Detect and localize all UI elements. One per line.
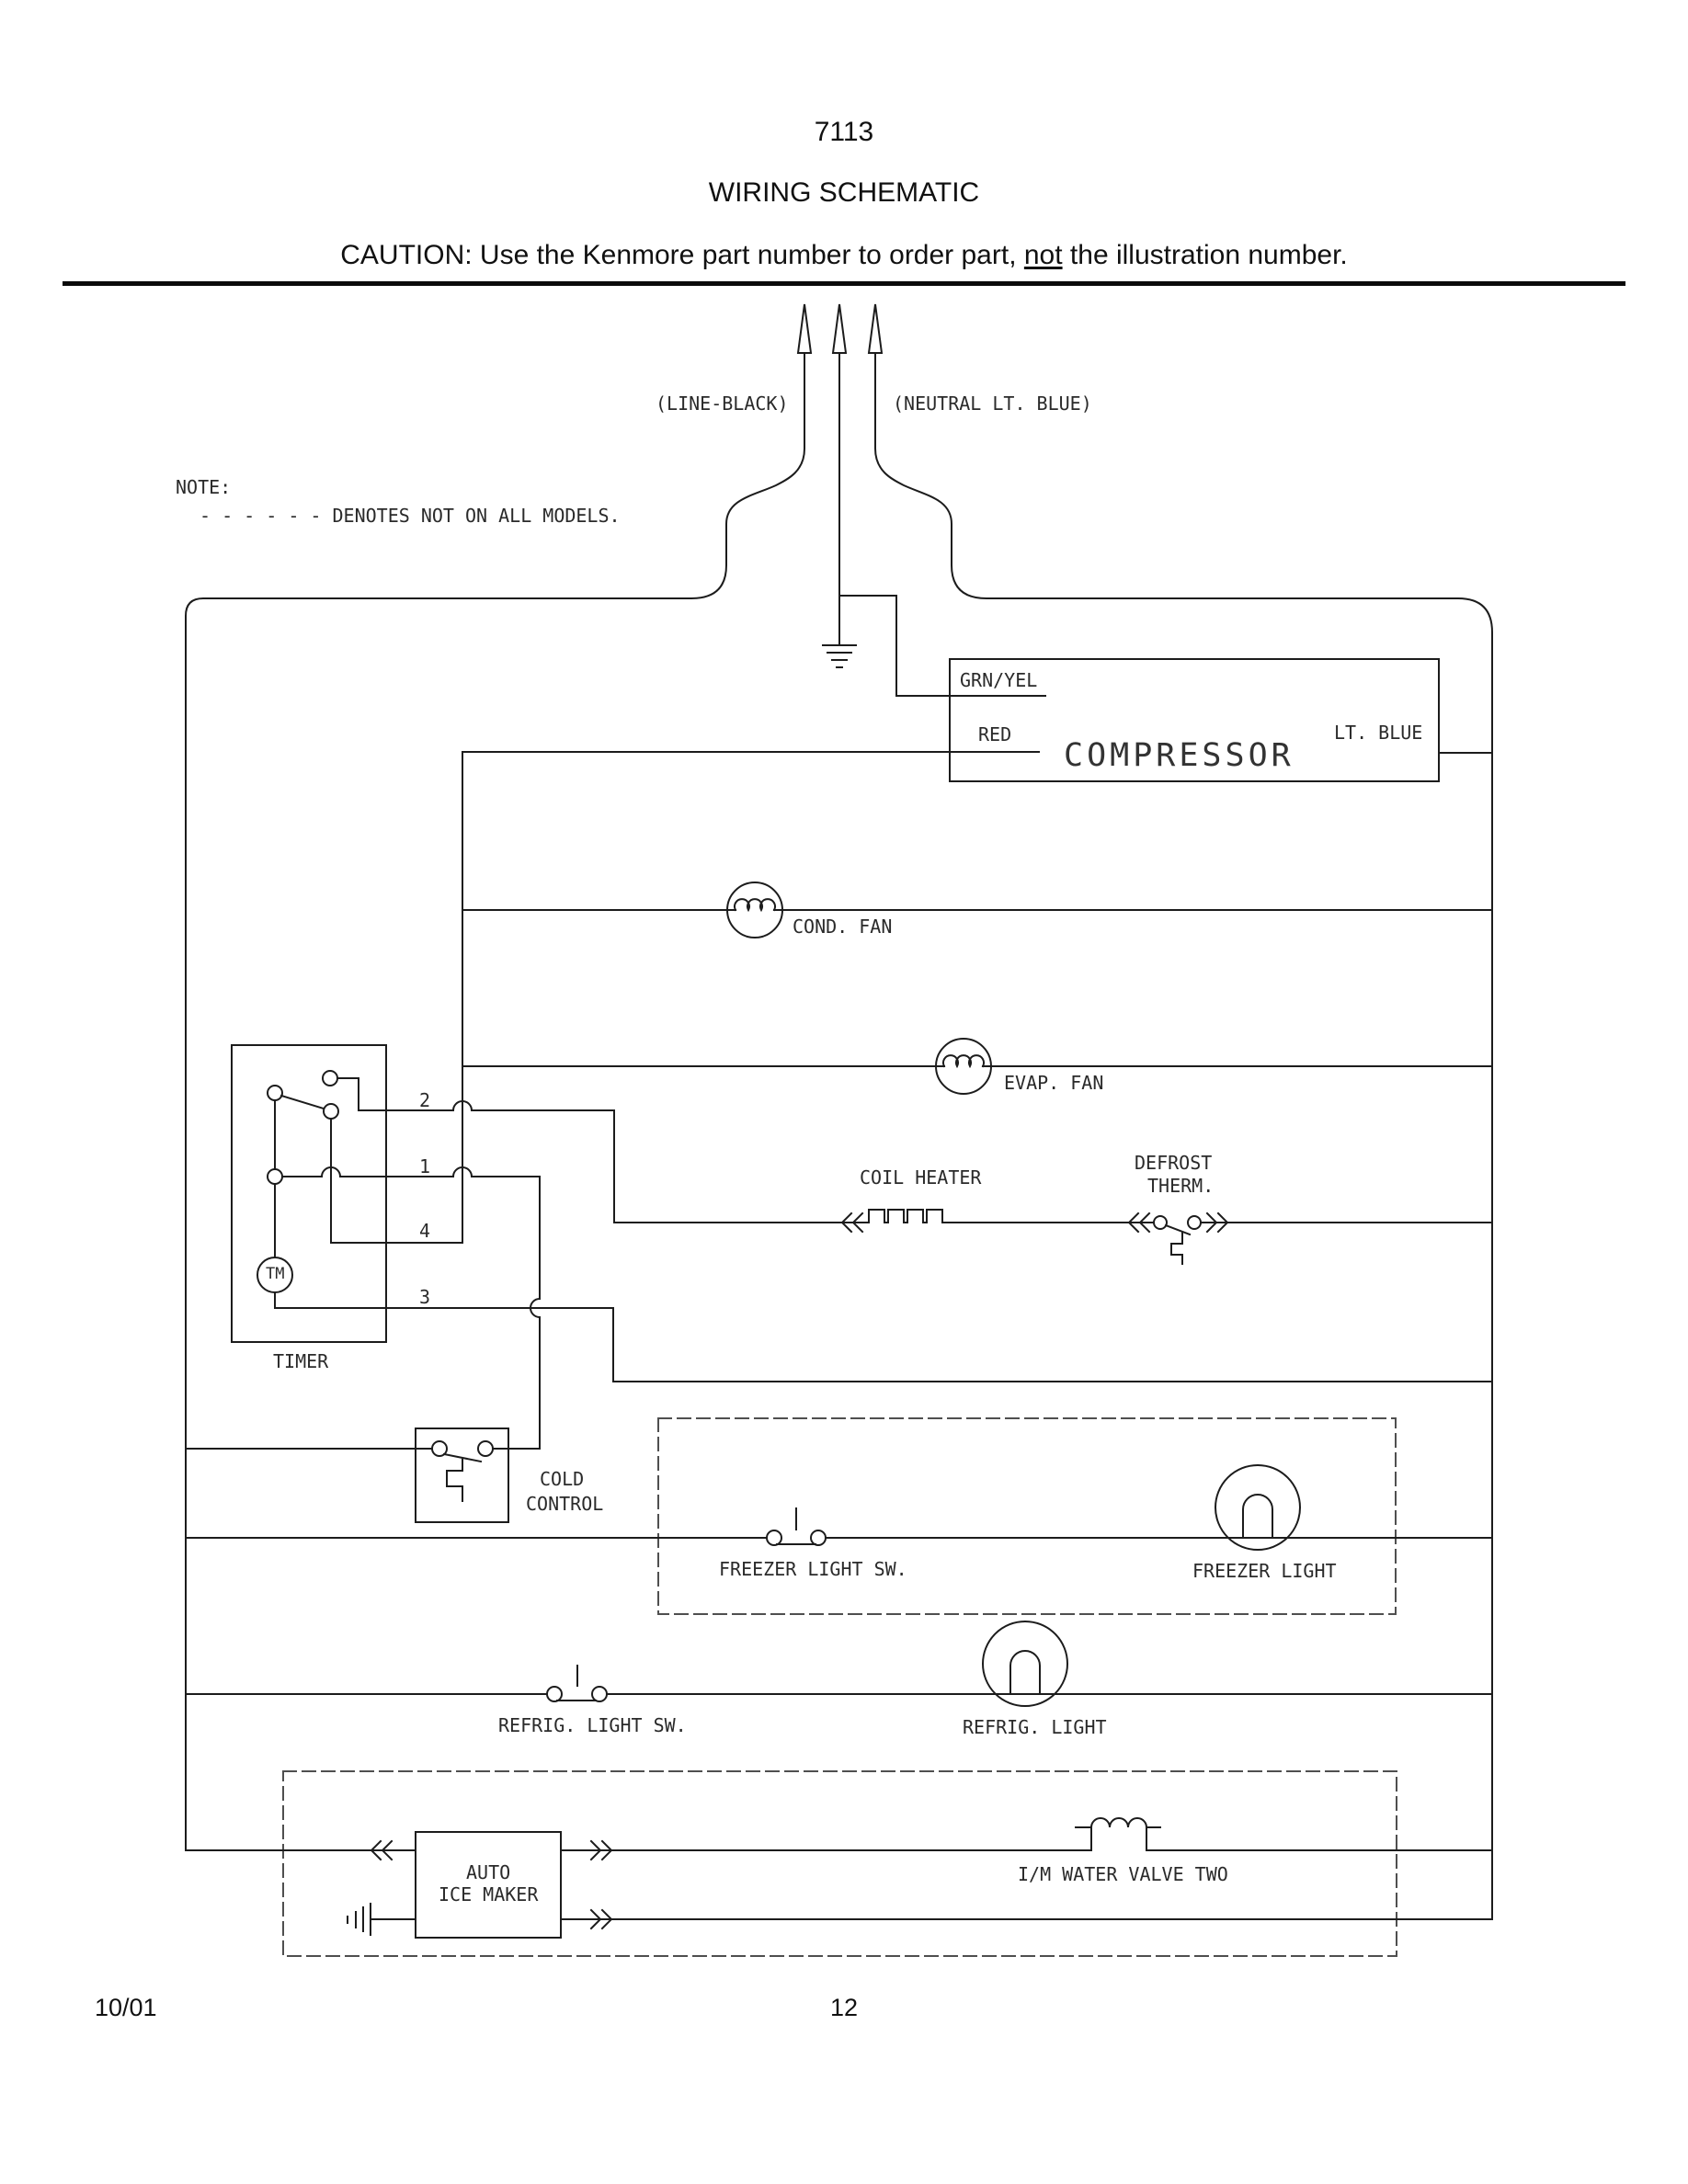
- lamp-filament: [1243, 1495, 1272, 1538]
- heater-element: [869, 1210, 961, 1223]
- valve-coil: [1091, 1818, 1146, 1827]
- defrost-sensor: [1171, 1233, 1182, 1264]
- timer-motor-label: TM: [266, 1265, 285, 1283]
- compressor-label: COMPRESSOR: [1064, 737, 1295, 774]
- compressor-red-label: RED: [978, 723, 1012, 745]
- caution-prefix: CAUTION: Use the Kenmore part number to order part,: [340, 240, 1024, 270]
- caution-underlined-word: not: [1023, 240, 1063, 270]
- freezer-light-sw-label: FREEZER LIGHT SW.: [719, 1558, 907, 1580]
- wire-terminal4: [331, 1119, 462, 1243]
- timer-terminal-1: 1: [419, 1155, 431, 1177]
- freezer-dashed-box: [658, 1418, 1396, 1614]
- part-number: 7113: [814, 117, 874, 147]
- timer-terminal-2: 2: [419, 1089, 431, 1111]
- defrost-contact-left: [1154, 1216, 1167, 1229]
- wire-terminal3: [275, 1292, 1492, 1382]
- note-heading: NOTE:: [176, 476, 232, 498]
- evap-fan-coil: [943, 1055, 984, 1066]
- defrost-therm-label-1: DEFROST: [1135, 1152, 1213, 1174]
- arrowhead-right: [869, 304, 882, 353]
- line-arrow-icon: [798, 304, 882, 353]
- timer-terminal-4: 4: [419, 1220, 431, 1242]
- switch-plunger: [777, 1508, 815, 1544]
- timer-contact-4: [324, 1104, 338, 1119]
- chassis-ground-icon: [348, 1904, 371, 1935]
- footer-date: 10/01: [95, 1994, 157, 2021]
- cold-sensor: [447, 1460, 462, 1501]
- defrost-thermostat-icon: [1129, 1213, 1227, 1264]
- neutral-label: (NEUTRAL LT. BLUE): [893, 392, 1092, 415]
- defrost-blade: [1166, 1225, 1190, 1234]
- switch-contact: [811, 1530, 826, 1545]
- footer-page-number: 12: [829, 1994, 859, 2021]
- chassis-ground-bars: [348, 1904, 371, 1935]
- wire-line-black-bus: [186, 353, 804, 1850]
- line-black-label: (LINE-BLACK): [656, 392, 789, 415]
- coil-heater-label: COIL HEATER: [860, 1166, 982, 1189]
- switch-contact: [592, 1687, 607, 1701]
- evap-fan-label: EVAP. FAN: [1004, 1072, 1104, 1094]
- wire-neutral-bus: [875, 353, 1492, 1919]
- wire-terminal1: [282, 1177, 540, 1449]
- auto-ice-maker-label-2: ICE MAKER: [439, 1883, 539, 1905]
- caution-suffix: the illustration number.: [1062, 240, 1348, 270]
- evap-fan-motor-icon: [936, 1039, 991, 1094]
- timer-contact-1: [268, 1169, 282, 1184]
- defrost-contact-right: [1188, 1216, 1201, 1229]
- timer-label: TIMER: [273, 1350, 329, 1372]
- timer-contact-pivot: [268, 1086, 282, 1100]
- timer-switch-blade: [281, 1096, 324, 1109]
- arrowhead-middle: [833, 304, 846, 353]
- note-legend: - - - - - - DENOTES NOT ON ALL MODELS.: [200, 505, 621, 527]
- freezer-light-label: FREEZER LIGHT: [1192, 1560, 1337, 1582]
- cond-fan-label: COND. FAN: [793, 916, 893, 938]
- cold-control-box: [416, 1428, 508, 1522]
- cold-control-icon: [186, 1428, 508, 1522]
- refrig-light-label: REFRIG. LIGHT: [963, 1716, 1107, 1738]
- compressor-grn-yel-label: GRN/YEL: [960, 669, 1038, 691]
- refrig-light-switch-icon: [547, 1666, 607, 1701]
- freezer-light-switch-icon: [767, 1508, 826, 1545]
- lamp-filament: [1010, 1651, 1040, 1694]
- page-title: WIRING SCHEMATIC: [708, 177, 980, 208]
- compressor-lt-blue-label: LT. BLUE: [1334, 722, 1423, 744]
- switch-plunger: [557, 1666, 596, 1701]
- arrowhead-left: [798, 304, 811, 353]
- ground-bars: [823, 645, 856, 667]
- earth-ground-icon: [823, 645, 856, 667]
- ice-maker-dashed-box: [283, 1771, 1397, 1956]
- refrig-light-sw-label: REFRIG. LIGHT SW.: [498, 1714, 687, 1736]
- cond-fan-coil: [735, 899, 775, 910]
- switch-contact: [547, 1687, 562, 1701]
- timer-contact-2: [323, 1071, 337, 1086]
- im-water-valve-label: I/M WATER VALVE TWO: [1018, 1863, 1228, 1885]
- auto-ice-maker-label-1: AUTO: [466, 1861, 511, 1883]
- defrost-therm-label-2: THERM.: [1147, 1175, 1215, 1197]
- timer-box: [232, 1045, 386, 1342]
- wire-ice-maker-top-row: [561, 1827, 1492, 1850]
- cold-control-label-1: COLD: [540, 1468, 585, 1490]
- wire-terminal2: [337, 1078, 869, 1223]
- water-valve-coil-icon: [1076, 1818, 1160, 1827]
- cold-contact-right: [478, 1441, 493, 1456]
- switch-contact: [767, 1530, 781, 1545]
- cold-control-label-2: CONTROL: [526, 1493, 604, 1515]
- cond-fan-motor-icon: [727, 882, 782, 938]
- coil-heater-icon: [842, 1210, 961, 1232]
- timer-terminal-3: 3: [419, 1286, 431, 1308]
